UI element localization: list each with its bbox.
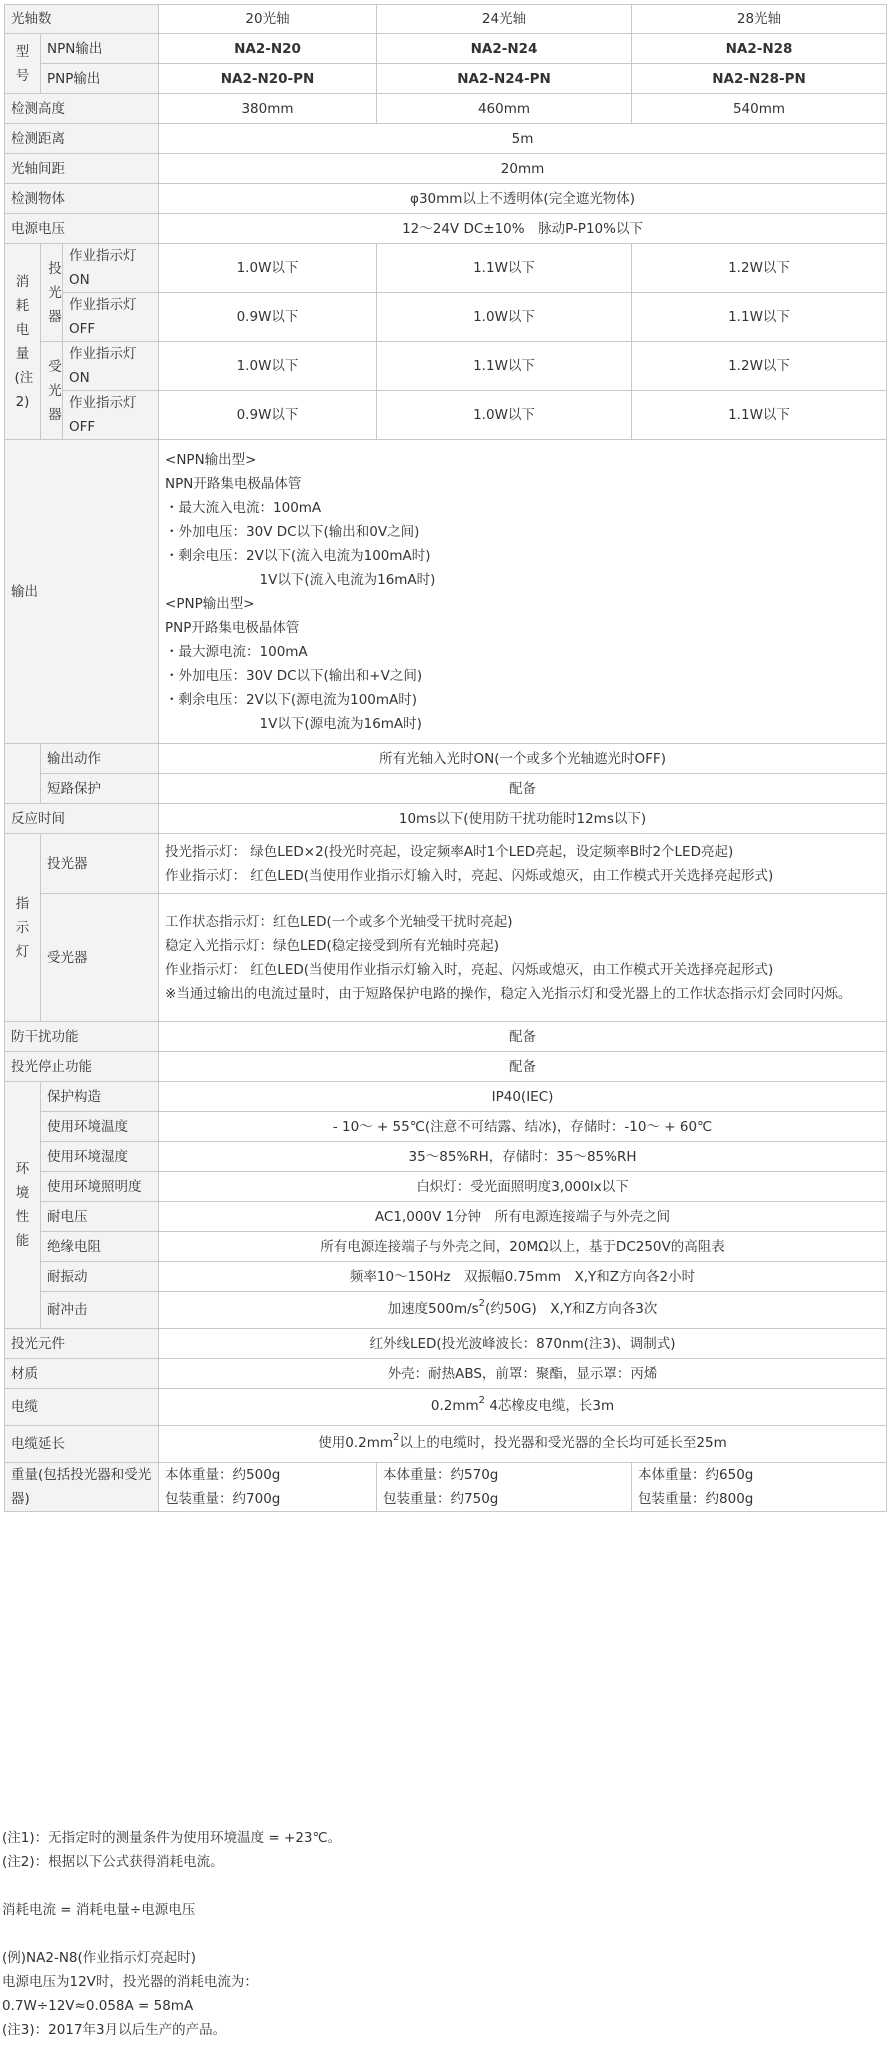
pnp-label: PNP输出 (41, 64, 159, 94)
pnp-model-2: NA2-N24-PN (377, 64, 632, 94)
env-value: AC1,000V 1分钟 所有电源连接端子与外壳之间 (159, 1202, 887, 1232)
pitch-label: 光轴间距 (5, 154, 159, 184)
power-emitter-label: 投光器 (41, 244, 63, 342)
power-receiver-off-2: 1.0W以下 (377, 391, 632, 440)
notes (2, 1826, 882, 2042)
output-line: 1V以下(源电流为16mA时) (165, 715, 422, 732)
indicator-receiver-line: ※当通过输出的电流过量时，由于短路保护电路的操作，稳定入光指示灯和受光器上的工作状态指示灯会同时闪烁。 (165, 985, 852, 1002)
output-label: 输出 (5, 440, 159, 744)
indicator-receiver-label: 受光器 (41, 894, 159, 1022)
indicator-emitter-line: 投光指示灯： 绿色LED×2(投光时亮起，设定频率A时1个LED亮起，设定频率B时2个LED亮起) (165, 843, 734, 860)
emission-stop-value: 配备 (159, 1052, 887, 1082)
env-shock-label: 耐冲击 (41, 1292, 159, 1329)
output-line: ・外加电压：30V DC以下(输出和+V之间) (165, 667, 423, 684)
indicator-emitter-label: 投光器 (41, 834, 159, 894)
output-action-value: 所有光轴入光时ON(一个或多个光轴遮光时OFF) (159, 744, 887, 774)
distance-label: 检测距离 (5, 124, 159, 154)
env-value: 频率10～150Hz 双振幅0.75mm X,Y和Z方向各2小时 (159, 1262, 887, 1292)
emission-stop-row (5, 1052, 887, 1082)
short-protection-row (5, 774, 887, 804)
extension-row (5, 1426, 887, 1463)
anti-interference-label: 防干扰功能 (5, 1022, 159, 1052)
output-line: PNP开路集电极晶体管 (165, 619, 300, 636)
output-row (5, 440, 887, 744)
cable-row (5, 1389, 887, 1426)
power-receiver-on-1: 1.0W以下 (159, 342, 377, 391)
model-npn-row (5, 34, 887, 64)
indicator-receiver-line: 稳定入光指示灯：绿色LED(稳定接受到所有光轴时亮起) (165, 937, 499, 954)
spec-table (4, 4, 887, 1512)
power-receiver-off-3: 1.1W以下 (632, 391, 887, 440)
header-col-3: 28光轴 (632, 5, 887, 34)
model-pnp-row (5, 64, 887, 94)
output-line: NPN开路集电极晶体管 (165, 475, 302, 492)
indicator-receiver-line: 工作状态指示灯：红色LED(一个或多个光轴受干扰时亮起) (165, 913, 513, 930)
env-row (5, 1262, 887, 1292)
pitch-row (5, 154, 887, 184)
indicator-emitter-details (159, 834, 887, 894)
height-value-1: 380mm (159, 94, 377, 124)
output-line: ・外加电压：30V DC以下(输出和0V之间) (165, 523, 420, 540)
header-col-1: 20光轴 (159, 5, 377, 34)
example-line-1: 电源电压为12V时，投光器的消耗电流为： (2, 1974, 258, 1990)
env-label: 使用环境湿度 (41, 1142, 159, 1172)
power-receiver-on-label: 作业指示灯ON (63, 342, 159, 391)
object-label: 检测物体 (5, 184, 159, 214)
anti-interference-row (5, 1022, 887, 1052)
material-label: 材质 (5, 1359, 159, 1389)
material-value: 外壳：耐热ABS，前罩：聚酯，显示罩：丙烯 (159, 1359, 887, 1389)
indicator-group-label: 指示灯 (5, 834, 41, 1022)
indicator-receiver-line: 作业指示灯： 红色LED(当使用作业指示灯输入时，亮起、闪烁或熄灭，由工作模式开关选择亮起形式) (165, 961, 774, 978)
weight-row (5, 1463, 887, 1512)
npn-label: NPN输出 (41, 34, 159, 64)
output-sub-blank (5, 744, 41, 804)
object-value: φ30mm以上不透明体(完全遮光物体) (159, 184, 887, 214)
pnp-model-3: NA2-N28-PN (632, 64, 887, 94)
emission-stop-label: 投光停止功能 (5, 1052, 159, 1082)
formula: 消耗电流 = 消耗电量÷电源电压 (2, 1902, 196, 1918)
env-row (5, 1142, 887, 1172)
pitch-value: 20mm (159, 154, 887, 184)
env-shock-value: 加速度$500m/s^2$(约50G) X,Y和Z方向各3次 (159, 1292, 887, 1329)
cable-value: $0.2mm^2$ 4芯橡皮电缆，长3m (159, 1389, 887, 1426)
response-row (5, 804, 887, 834)
env-label: 使用环境照明度 (41, 1172, 159, 1202)
output-details (159, 440, 887, 744)
power-emitter-off-2: 1.0W以下 (377, 293, 632, 342)
pnp-model-1: NA2-N20-PN (159, 64, 377, 94)
env-label: 绝缘电阻 (41, 1232, 159, 1262)
indicator-receiver-details (159, 894, 887, 1022)
power-receiver-off-1: 0.9W以下 (159, 391, 377, 440)
power-receiver-off-label: 作业指示灯OFF (63, 391, 159, 440)
power-emitter-off-1: 0.9W以下 (159, 293, 377, 342)
power-group-label: 消耗电量(注2) (5, 244, 41, 440)
indicator-emitter-line: 作业指示灯： 红色LED(当使用作业指示灯输入时，亮起、闪烁或熄灭，由工作模式开关选择亮起形式) (165, 867, 774, 884)
power-emitter-on-row (5, 244, 887, 293)
output-line: ・最大流入电流：100mA (165, 499, 322, 516)
power-emitter-off-3: 1.1W以下 (632, 293, 887, 342)
power-emitter-on-3: 1.2W以下 (632, 244, 887, 293)
output-action-row (5, 744, 887, 774)
output-line: ・最大源电流：100mA (165, 643, 308, 660)
env-label: 保护构造 (41, 1082, 159, 1112)
env-row (5, 1082, 887, 1112)
material-row (5, 1359, 887, 1389)
model-group-label: 型号 (5, 34, 41, 94)
element-value: 红外线LED(投光波峰波长：870nm(注3)、调制式) (159, 1329, 887, 1359)
output-line: <NPN输出型> (165, 451, 257, 468)
distance-row (5, 124, 887, 154)
header-label: 光轴数 (5, 5, 159, 34)
height-value-2: 460mm (377, 94, 632, 124)
weight-col-2: 本体重量：约570g 包装重量：约750g (377, 1463, 632, 1512)
env-row (5, 1232, 887, 1262)
element-row (5, 1329, 887, 1359)
output-line: ・剩余电压：2V以下(流入电流为100mA时) (165, 547, 431, 564)
power-receiver-label: 受光器 (41, 342, 63, 440)
env-value: IP40(IEC) (159, 1082, 887, 1112)
note-3: (注3)：2017年3月以后生产的产品。 (2, 2022, 227, 2038)
power-emitter-on-label: 作业指示灯ON (63, 244, 159, 293)
element-label: 投光元件 (5, 1329, 159, 1359)
height-label: 检测高度 (5, 94, 159, 124)
power-receiver-on-3: 1.2W以下 (632, 342, 887, 391)
output-line: 1V以下(流入电流为16mA时) (165, 571, 436, 588)
response-label: 反应时间 (5, 804, 159, 834)
env-label: 使用环境温度 (41, 1112, 159, 1142)
power-receiver-on-row (5, 342, 887, 391)
env-value: 35～85%RH，存储时：35～85%RH (159, 1142, 887, 1172)
power-emitter-off-label: 作业指示灯OFF (63, 293, 159, 342)
indicator-receiver-row (5, 894, 887, 1022)
output-line: ・剩余电压：2V以下(源电流为100mA时) (165, 691, 418, 708)
env-row (5, 1202, 887, 1232)
weight-col-1: 本体重量：约500g 包装重量：约700g (159, 1463, 377, 1512)
power-receiver-on-2: 1.1W以下 (377, 342, 632, 391)
weight-label: 重量(包括投光器和受光器) (5, 1463, 159, 1512)
npn-model-3: NA2-N28 (632, 34, 887, 64)
anti-interference-value: 配备 (159, 1022, 887, 1052)
header-col-2: 24光轴 (377, 5, 632, 34)
object-row (5, 184, 887, 214)
power-emitter-on-2: 1.1W以下 (377, 244, 632, 293)
env-label: 耐振动 (41, 1262, 159, 1292)
voltage-label: 电源电压 (5, 214, 159, 244)
header-row (5, 5, 887, 34)
voltage-row (5, 214, 887, 244)
extension-value: 使用$0.2mm^2$以上的电缆时，投光器和受光器的全长均可延长至25m (159, 1426, 887, 1463)
note-1: (注1)：无指定时的测量条件为使用环境温度 = +23℃。 (2, 1830, 342, 1846)
extension-label: 电缆延长 (5, 1426, 159, 1463)
output-line: <PNP输出型> (165, 595, 255, 612)
indicator-emitter-row (5, 834, 887, 894)
env-value: 所有电源连接端子与外壳之间，20MΩ以上，基于DC250V的高阻表 (159, 1232, 887, 1262)
env-shock-row (5, 1292, 887, 1329)
power-receiver-off-row (5, 391, 887, 440)
distance-value: 5m (159, 124, 887, 154)
height-row (5, 94, 887, 124)
example-title: (例)NA2-N8(作业指示灯亮起时) (2, 1950, 197, 1966)
note-2: (注2)：根据以下公式获得消耗电流。 (2, 1854, 224, 1870)
weight-col-3: 本体重量：约650g 包装重量：约800g (632, 1463, 887, 1512)
env-label: 耐电压 (41, 1202, 159, 1232)
cable-label: 电缆 (5, 1389, 159, 1426)
env-row (5, 1172, 887, 1202)
output-action-label: 输出动作 (41, 744, 159, 774)
npn-model-2: NA2-N24 (377, 34, 632, 64)
npn-model-1: NA2-N20 (159, 34, 377, 64)
power-emitter-off-row (5, 293, 887, 342)
env-value: 白炽灯：受光面照明度3,000lx以下 (159, 1172, 887, 1202)
environment-group-label: 环境性能 (5, 1082, 41, 1329)
env-value: - 10～ + 55℃(注意不可结露、结冰)，存储时：-10～ + 60℃ (159, 1112, 887, 1142)
example-line-2: 0.7W÷12V≈0.058A = 58mA (2, 1998, 194, 2014)
short-protection-label: 短路保护 (41, 774, 159, 804)
voltage-value: 12～24V DC±10% 脉动P-P10%以下 (159, 214, 887, 244)
short-protection-value: 配备 (159, 774, 887, 804)
power-emitter-on-1: 1.0W以下 (159, 244, 377, 293)
response-value: 10ms以下(使用防干扰功能时12ms以下) (159, 804, 887, 834)
env-row (5, 1112, 887, 1142)
height-value-3: 540mm (632, 94, 887, 124)
